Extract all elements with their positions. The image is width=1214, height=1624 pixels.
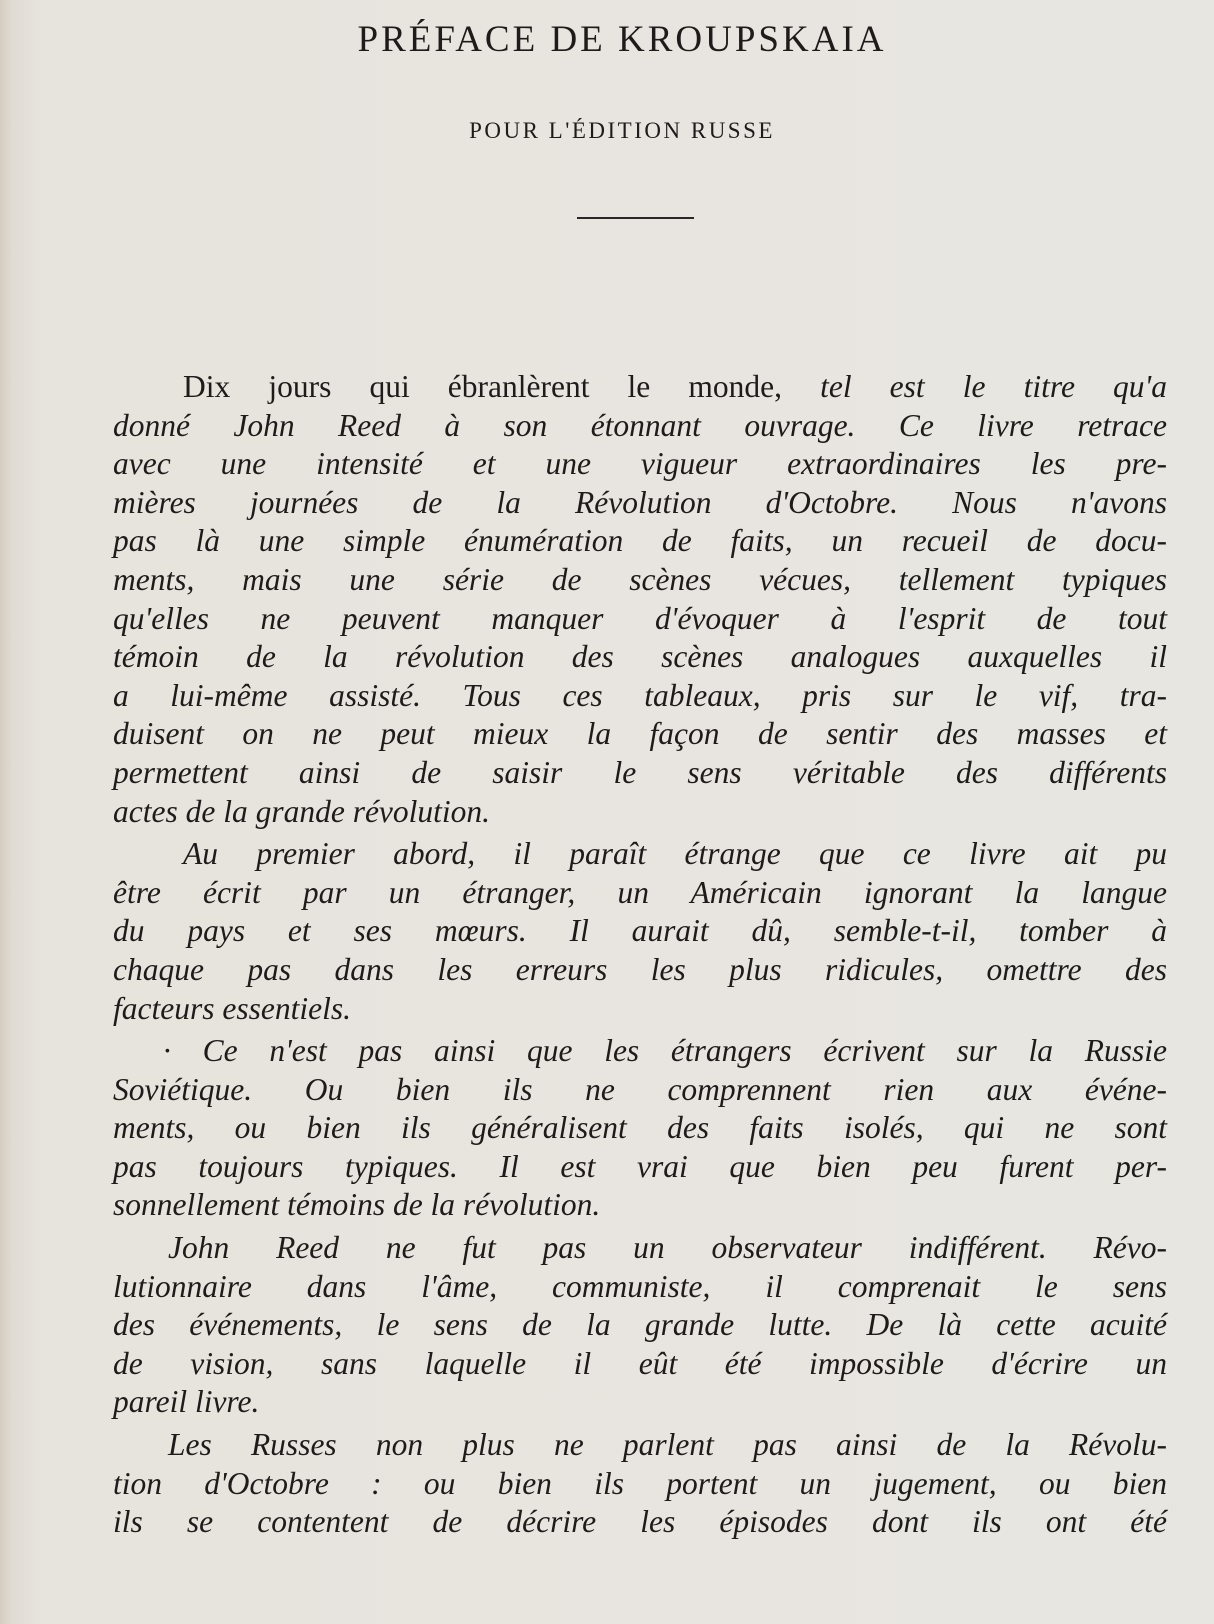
- text-line: Dix jours qui ébranlèrent le monde, tel est le titre qu'a: [183, 369, 1168, 404]
- text-line: John Reed ne fut pas un observateur indifférent. Révo-: [168, 1230, 1167, 1266]
- text-line: a lui-même assisté. Tous ces tableaux, pris sur le vif, tra-: [113, 677, 1167, 713]
- page-subtitle: POUR L'ÉDITION RUSSE: [469, 118, 775, 143]
- book-title-roman: Dix jours qui ébranlèrent le monde,: [183, 369, 782, 404]
- text-line: duisent on ne peut mieux la façon de sentir des masses et: [113, 716, 1167, 752]
- text-line: facteurs essentiels.: [113, 990, 351, 1026]
- text-line: permettent ainsi de saisir le sens véritable des différents: [113, 754, 1167, 790]
- text-line: lutionnaire dans l'âme, communiste, il comprenait le sens: [113, 1268, 1167, 1304]
- paragraph: [113, 835, 1167, 1028]
- text-line: ments, ou bien ils généralisent des faits isolés, qui ne sont: [113, 1110, 1167, 1146]
- text-line: pas toujours typiques. Il est vrai que bien peu furent per-: [113, 1148, 1167, 1184]
- text-line: être écrit par un étranger, un Américain ignorant la langue: [113, 874, 1167, 910]
- text-line: pas là une simple énumération de faits, un recueil de docu-: [113, 523, 1167, 559]
- text-line: du pays et ses mœurs. Il aurait dû, semble-t-il, tomber à: [113, 913, 1167, 949]
- text-line: actes de la grande révolution.: [113, 793, 491, 829]
- text-line: témoin de la révolution des scènes analogues auxquelles il: [113, 639, 1167, 675]
- text-line: ils se contentent de décrire les épisodes dont ils ont été: [113, 1504, 1167, 1540]
- paragraph: [113, 1032, 1167, 1225]
- text-line: · Ce n'est pas ainsi que les étrangers écrivent sur la Russie: [163, 1033, 1167, 1069]
- text-line: mières journées de la Révolution d'Octobre. Nous n'avons: [113, 484, 1167, 520]
- text-line: de vision, sans laquelle il eût été impossible d'écrire un: [113, 1345, 1167, 1381]
- title-divider: [577, 217, 694, 219]
- text-line: des événements, le sens de la grande lutte. De là cette acuité: [113, 1307, 1167, 1343]
- text-line: donné John Reed à son étonnant ouvrage. Ce livre retrace: [113, 407, 1167, 443]
- text-line: Soviétique. Ou bien ils ne comprennent rien aux événe-: [113, 1071, 1167, 1107]
- preface-body: [113, 368, 1167, 1542]
- text-line: qu'elles ne peuvent manquer d'évoquer à l'esprit de tout: [113, 600, 1167, 636]
- paragraph: [113, 1229, 1167, 1422]
- text-line: avec une intensité et une vigueur extraordinaires les pre-: [113, 446, 1167, 482]
- text-line: sonnellement témoins de la révolution.: [113, 1187, 601, 1223]
- text-line: pareil livre.: [113, 1384, 260, 1420]
- page-title: PRÉFACE DE KROUPSKAIA: [357, 19, 887, 60]
- paragraph: [113, 368, 1167, 831]
- paragraph: [113, 1426, 1167, 1542]
- text-line: tion d'Octobre : ou bien ils portent un jugement, ou bien: [113, 1465, 1167, 1501]
- text-line: ments, mais une série de scènes vécues, tellement typiques: [113, 561, 1167, 597]
- text-line: chaque pas dans les erreurs les plus ridicules, omettre des: [113, 951, 1167, 987]
- text-line: Les Russes non plus ne parlent pas ainsi de la Révolu-: [168, 1427, 1167, 1463]
- text-line: Au premier abord, il paraît étrange que ce livre ait pu: [183, 836, 1167, 872]
